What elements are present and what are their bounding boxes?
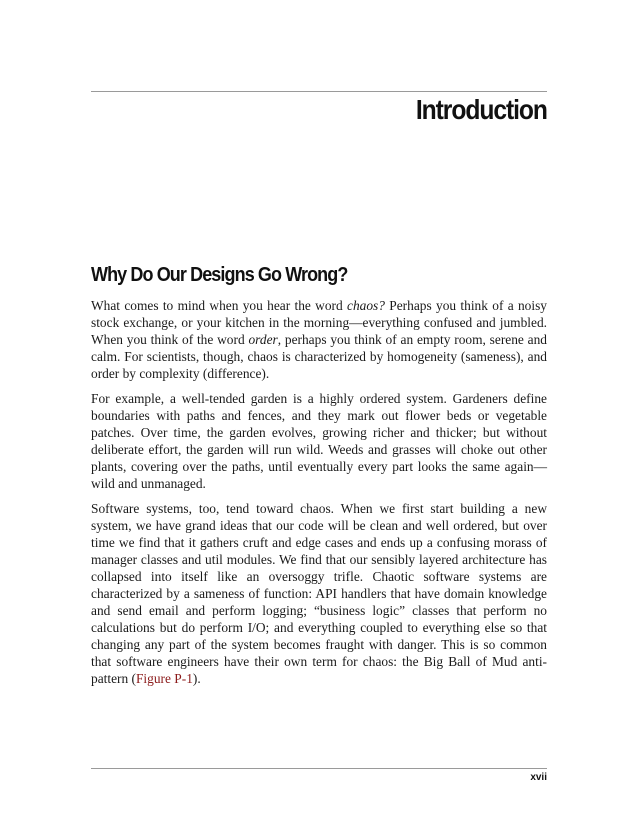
paragraph-2: For example, a well-tended garden is a highly ordered system. Gardeners define boundaries with paths and fences, and they mark out flower beds or vegetable patches. Over time, the garden evolves, growing richer and thicker; but without deliberate effort, the garden will run wild. Weeds and grasses will choke out other plants, covering over the paths, until eventually every part looks the same again—wild and unmanaged. (91, 391, 547, 491)
paragraph-1-text-c: , perhaps you think of an empty room, serene and calm. For scientists, though, chaos is characterized by homogeneity (sameness), and order by complexity (difference). (91, 332, 547, 381)
paragraph-1-text-b: Perhaps you think of a noisy stock exchange, or your kitchen in the morning—everything confused and jumbled. When you think of the word (91, 298, 547, 347)
paragraph-3 (91, 500, 547, 687)
page-body (91, 264, 547, 695)
paragraph-3-closing: ). (192, 671, 201, 686)
paragraph-3-text: Software systems, too, tend toward chaos. When we first start building a new system, we have grand ideas that our code will be clean and well ordered, but over time we find that it gathers cruft and edge cases and ends up a confusing morass of manager classes and util modules. We find that our sensibly layered architecture has collapsed into itself like an oversoggy trifle. Chaotic software systems are characterized by a sameness of function: API handlers that have domain knowledge and send email and perform logging; “business logic” classes that perform no calculations but do perform I/O; and everything coupled to everything else so that changing any part of the system becomes fraught with danger. This is so common that software engineers have their own term for chaos: the Big Ball of Mud anti-pattern ( (91, 501, 547, 686)
page-number: xvii (530, 772, 547, 783)
emphasis-order: order (248, 332, 278, 347)
paragraph-1-text-a: What comes to mind when you hear the word (91, 298, 348, 313)
section-heading: Why Do Our Designs Go Wrong? (91, 264, 348, 286)
footer-rule (91, 768, 547, 769)
figure-reference-link[interactable]: Figure P-1 (135, 671, 193, 686)
paragraph-1 (91, 297, 547, 382)
emphasis-chaos: chaos? (347, 298, 385, 313)
header-rule (91, 91, 547, 92)
chapter-title: Introduction (415, 94, 547, 125)
